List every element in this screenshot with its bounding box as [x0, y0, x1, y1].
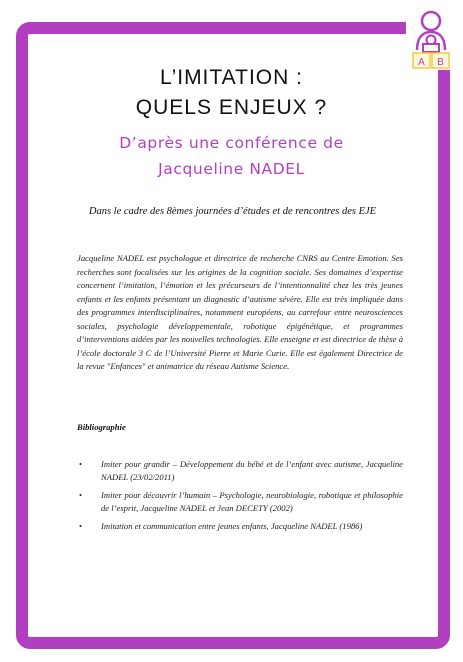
subtitle-line-2: Jacqueline NADEL [158, 160, 305, 178]
speaker-bio: Jacqueline NADEL est psychologue et directrice de recherche CNRS au Centre Emotion. Ses recherches sont focalisées sur les origines de la cognition sociale. Ses domaines d’expertise concernent l’imitation, l’émotion et les précurseurs de l’intentionnalité chez les très jeunes enfants et les enfants présentant un diagnostic d’autisme sévère. Elle est très impliquée dans des programmes interdisciplinaires, notamment européens, au carrefour entre neurosciences sociales, psychologie développementale, robotique épigénétique, et programmes d’interventions aidées par les nouvelles technologies. Elle enseigne et est directrice de thèse à l’école doctorale 3 C de l’Université Pierre et Marie Curie. Elle est également Directrice de la revue "Enfances" et animatrice du réseau Autisme Science. [77, 253, 403, 371]
bibliography-entry: Imitation et communication entre jeunes enfants, Jacqueline NADEL (1986) [101, 521, 363, 531]
bibliography-list [77, 458, 403, 538]
event-context: Dans le cadre des 8èmes journées d’études et de rencontres des EJE [88, 206, 377, 217]
bullet-icon: • [79, 459, 83, 469]
bullet-icon: • [79, 490, 83, 500]
page-title-line-2: QUELS ENJEUX ? [135, 96, 328, 119]
bibliography-entry: Imiter pour grandir – Développement du bébé et de l’enfant avec autisme, Jacqueline NADEL (23/02/2011) [101, 459, 403, 482]
logo-letter-b: B [437, 57, 444, 68]
page-title-line-1: L’IMITATION : [160, 66, 303, 89]
bibliography-entry: Imiter pour découvrir l’humain – Psychologie, neurobiologie, robotique et philosophie de l’esprit, Jacqueline NADEL et Jean DECETY (2002) [101, 490, 403, 513]
parent-child-reading-icon [406, 4, 456, 70]
logo-letter-a: A [418, 57, 425, 68]
logo [406, 4, 456, 70]
list-item [77, 520, 403, 533]
list-item [77, 489, 403, 515]
list-item [77, 458, 403, 484]
subtitle-line-1: D’après une conférence de [119, 134, 344, 152]
bullet-icon: • [79, 521, 83, 531]
bibliography-heading: Bibliographie [77, 422, 126, 432]
